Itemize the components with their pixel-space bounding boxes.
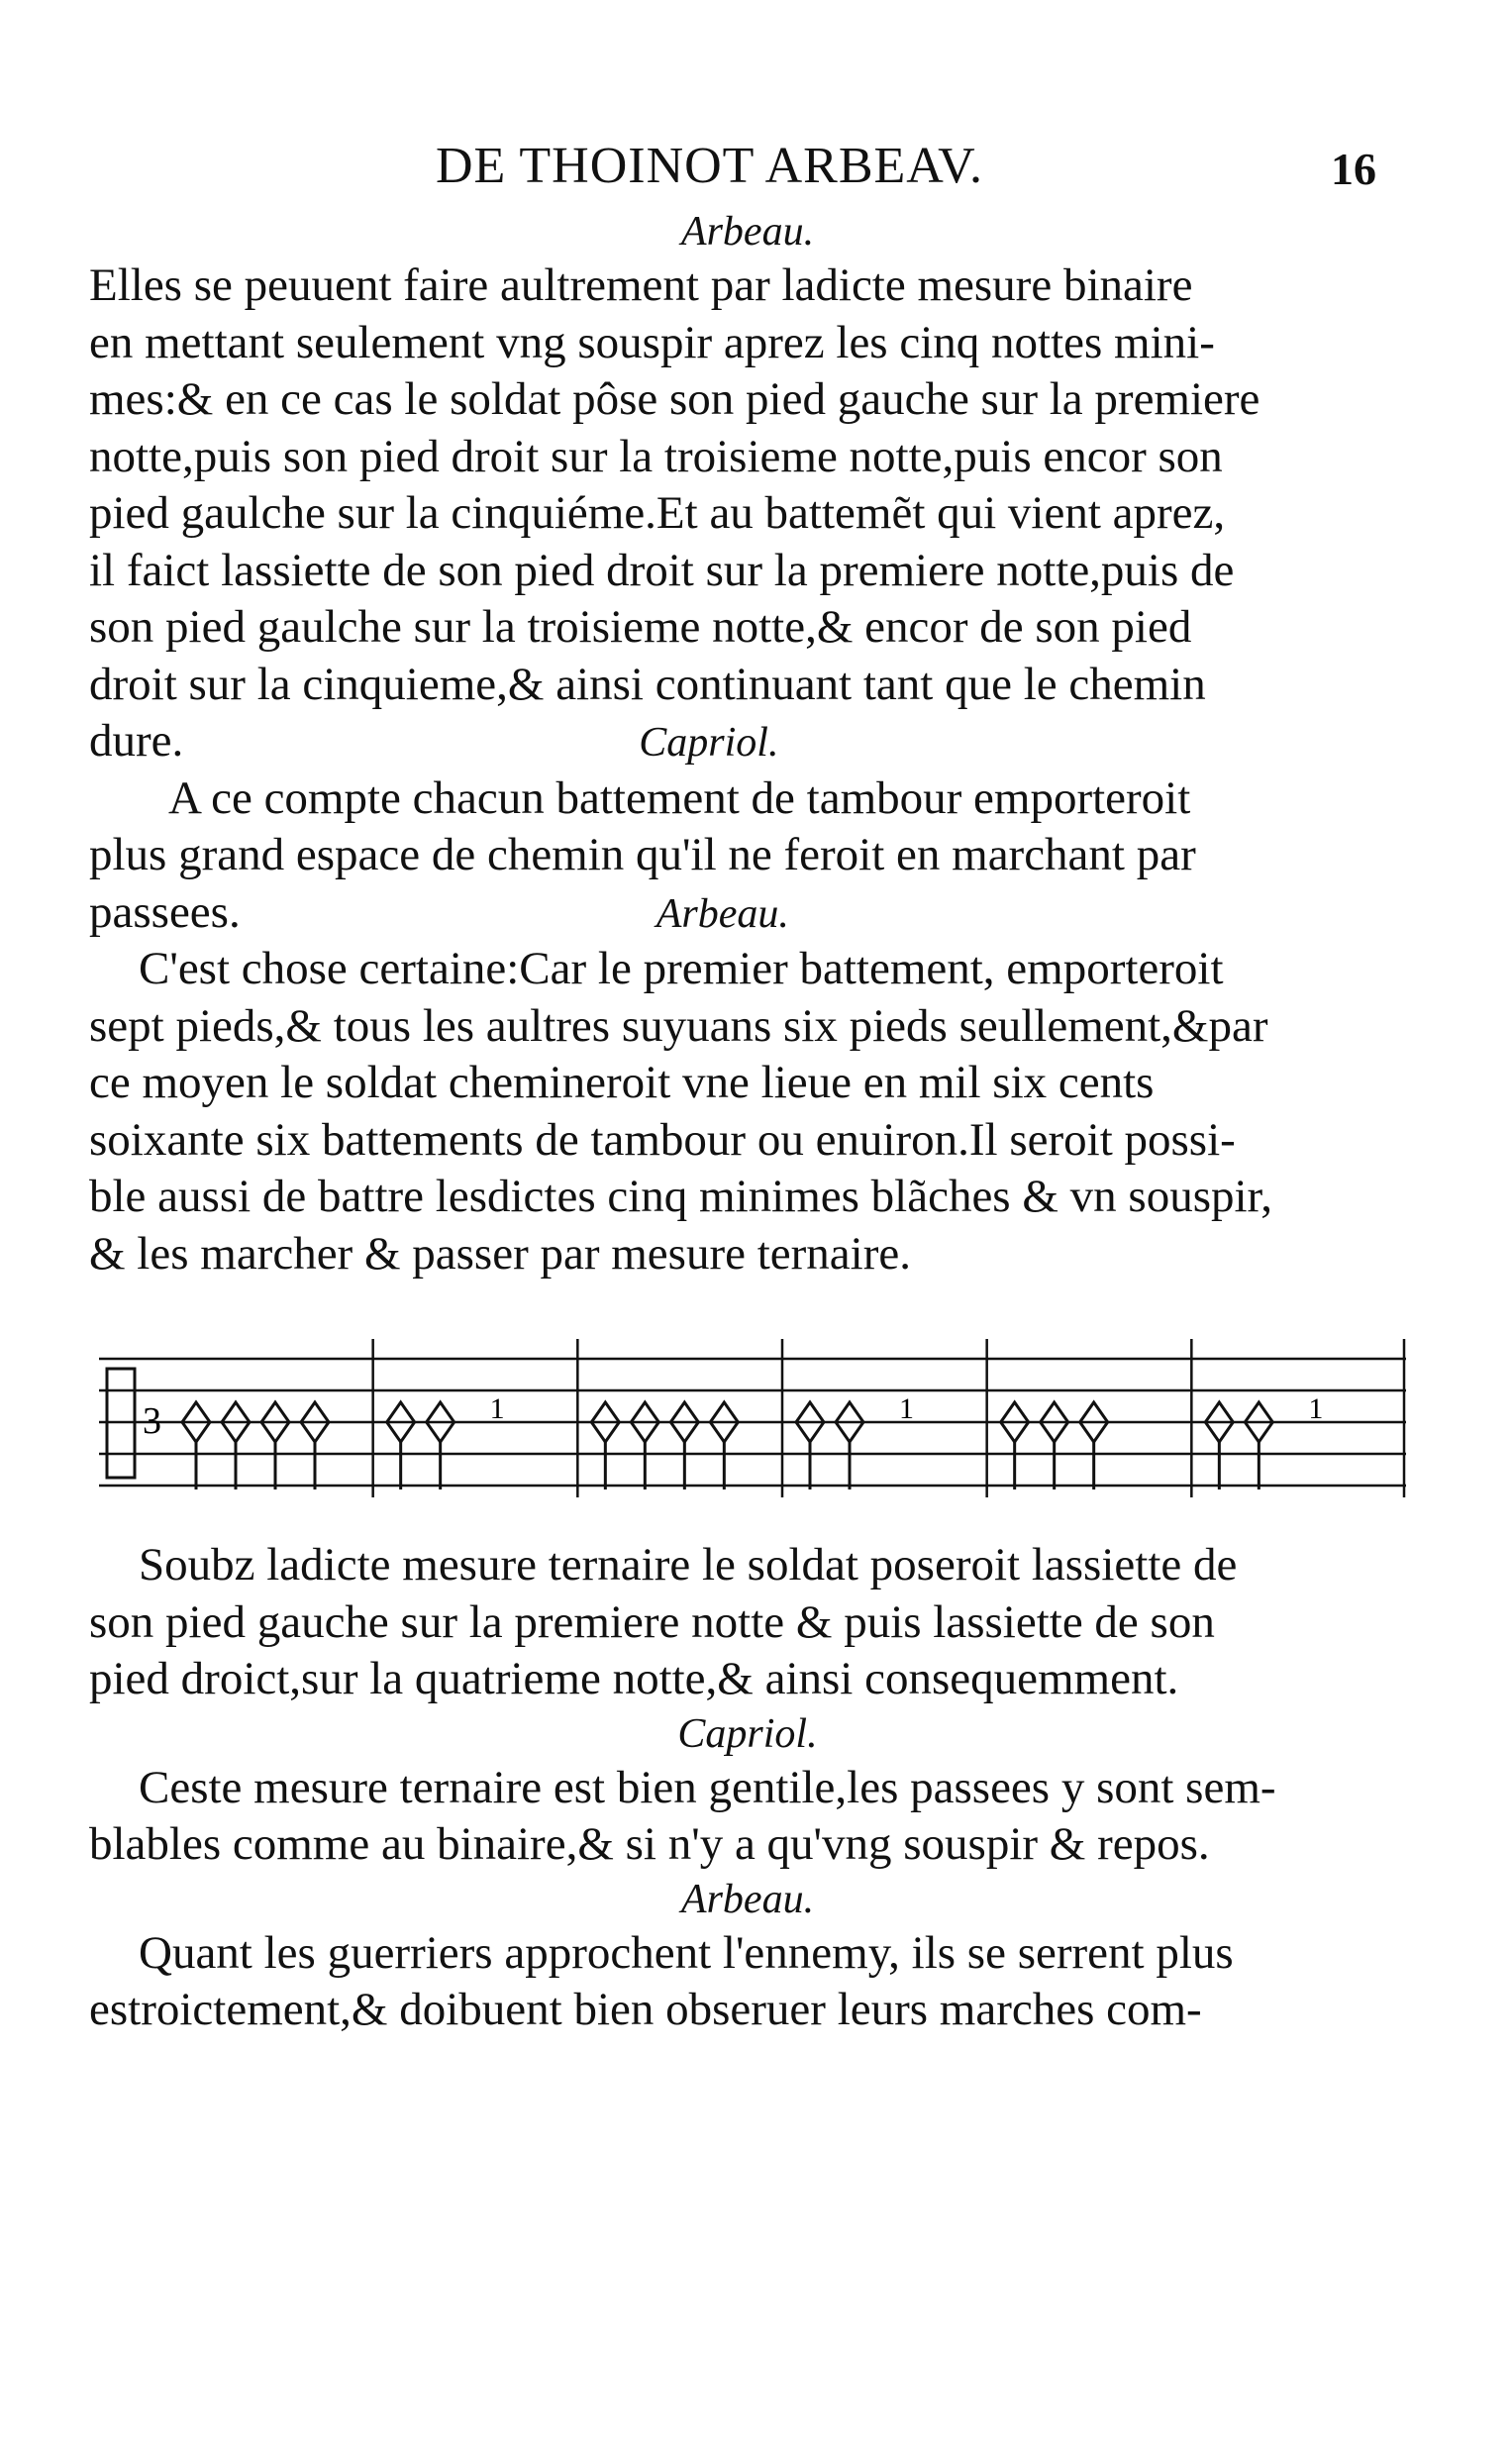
speaker-label-capriol: Capriol.	[639, 720, 779, 766]
running-title: DE THOINOT ARBEAV.	[436, 138, 984, 194]
text-line: sept pieds,& tous les aultres suyuans six pieds seullement,&par	[89, 999, 1268, 1052]
page-number: 16	[1331, 144, 1376, 194]
time-signature: 3	[143, 1400, 161, 1442]
text-line: blables comme au binaire,& si n'y a qu'vng souspir & repos.	[89, 1818, 1210, 1870]
text-line: droit sur la cinquieme,& ainsi continuant tant que le chemin	[89, 658, 1206, 710]
text-fragment: dure.	[89, 715, 184, 767]
speaker-label-arbeau: Arbeau.	[680, 209, 815, 255]
speaker-label-arbeau: Arbeau.	[680, 1876, 815, 1922]
text-line: en mettant seulement vng souspir aprez les cinq nottes mini-	[89, 316, 1215, 368]
text-line: Elles se peuuent faire aultrement par ladicte mesure binaire	[89, 259, 1193, 311]
text-line: Soubz ladicte mesure ternaire le soldat poseroit lassiette de	[139, 1539, 1238, 1591]
text-line	[89, 884, 1406, 942]
text-line: ble aussi de battre lesdictes cinq minimes blãches & vn souspir,	[89, 1171, 1273, 1222]
text-line: son pied gauche sur la premiere notte & puis lassiette de son	[89, 1595, 1215, 1648]
text-line: son pied gaulche sur la troisieme notte,& encor de son pied	[89, 601, 1192, 653]
text-line	[89, 713, 1406, 770]
text-line: Quant les guerriers approchent l'ennemy, ils se serrent plus	[139, 1926, 1234, 1979]
text-line: ce moyen le soldat chemineroit vne lieue en mil six cents	[89, 1057, 1155, 1108]
text-line: plus grand espace de chemin qu'il ne feroit en marchant par	[89, 829, 1196, 880]
text-line: notte,puis son pied droit sur la troisieme notte,puis encor son	[89, 430, 1223, 482]
text-line: A ce compte chacun battement de tambour emporteroit	[168, 771, 1191, 824]
music-staff	[99, 1329, 1406, 1497]
text-block-2	[89, 1537, 1406, 2039]
text-line: Ceste mesure ternaire est bien gentile,les passees y sont sem-	[139, 1761, 1276, 1813]
text-line: il faict lassiette de son pied droit sur la premiere notte,puis de	[89, 544, 1235, 596]
rest-mark: 1	[899, 1392, 914, 1425]
text-line: C'est chose certaine:Car le premier battement, emporteroit	[139, 943, 1224, 994]
text-line: pied droict,sur la quatrieme notte,& ainsi consequemment.	[89, 1653, 1179, 1704]
music-notation	[99, 1329, 1406, 1497]
text-line: estroictement,& doibuent bien obseruer leurs marches com-	[89, 1984, 1202, 2035]
text-line: pied gaulche sur la cinquiéme.Et au battemẽt qui vient aprez,	[89, 487, 1226, 539]
text-fragment: passees.	[89, 885, 241, 938]
rest-mark: 1	[489, 1392, 505, 1425]
speaker-label-arbeau: Arbeau.	[655, 890, 789, 937]
rest-mark: 1	[1308, 1392, 1324, 1425]
text-line: soixante six battements de tambour ou enuiron.Il seroit possi-	[89, 1113, 1236, 1166]
page-header	[89, 137, 1406, 216]
text-line: mes:& en ce cas le soldat pôse son pied gauche sur la premiere	[89, 373, 1260, 425]
text-line: & les marcher & passer par mesure ternaire.	[89, 1227, 911, 1280]
speaker-label-capriol: Capriol.	[677, 1710, 818, 1757]
text-block-1	[89, 206, 1406, 1283]
